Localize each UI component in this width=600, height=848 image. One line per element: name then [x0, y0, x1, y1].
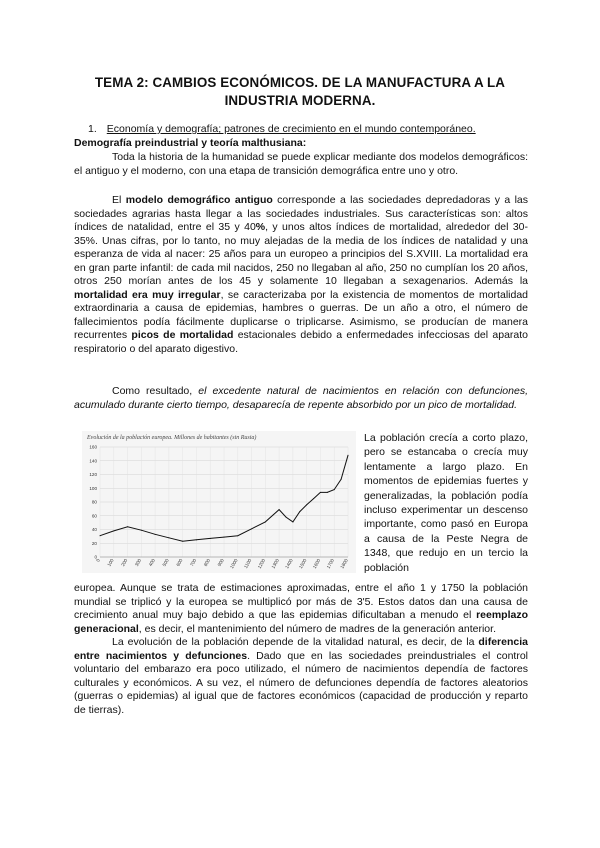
paragraph-5: La evolución de la población depende de la vitalidad natural, es decir, de la diferencia entre nacimientos y defunciones. Dado que en las sociedades preindustriales el control voluntario del embarazo era poco utilizado, el número de nacimientos dependía de factores culturales y económicos. A su vez, el número de defunciones dependía de factores aleatorios (guerras o epidemias) al igual que de factores económicos (capacidad de producción y reparto de tierras). [74, 636, 528, 716]
x-tick-label: 800 [202, 558, 212, 568]
data-point [265, 521, 266, 522]
x-tick-label: 1700 [325, 558, 336, 570]
document-title: TEMA 2: CAMBIOS ECONÓMICOS. DE LA MANUFACTURA A LA INDUSTRIA MODERNA. [94, 75, 506, 108]
x-tick-label: 0 [95, 558, 101, 563]
data-point [113, 530, 114, 531]
x-tick-label: 1500 [298, 558, 308, 570]
data-point [237, 535, 238, 536]
population-chart [82, 431, 356, 573]
data-point [155, 534, 156, 535]
x-tick-label: 600 [175, 558, 184, 568]
data-point [306, 504, 307, 505]
x-tick-label: 300 [134, 558, 143, 568]
x-tick-label: 1400 [284, 558, 294, 570]
y-tick-label: 0 [94, 554, 97, 560]
x-tick-label: 1200 [256, 558, 267, 570]
data-point [279, 509, 280, 510]
data-point [168, 537, 169, 538]
x-tick-label: 1100 [243, 558, 253, 570]
y-tick-label: 160 [89, 444, 97, 450]
data-point [251, 528, 252, 529]
data-point [286, 517, 287, 518]
data-point [182, 541, 183, 542]
data-point [320, 492, 321, 493]
x-tick-label: 100 [106, 558, 115, 568]
paragraph-2: El modelo demográfico antiguo corresponde a las sociedades depredadoras y a las sociedades agrarias hasta llegar a las sociedades industriales. Sus características son: altos índices de natalidad, entre el 35 y 40%, y unos altos índices de mortalidad, alrededor del 30-35%. Unas cifras, por lo tanto, no muy alejadas de la media de los índices de natalidad y una esperanza de vida al nacer: 25 años para un europeo a principios del S.XVIII. La mortalidad era en gran parte infantil: de cada mil nacidos, 250 no llegaban al año, 250 no cumplían los 20 años, otros 250 morían antes de los 45 y solamente 10 llegaban a sexagenarios. Además la mortalidad era muy irregular, se caracterizaba por la existencia de momentos de mortalidad extraordinaria a causa de epidemias, hambres o guerras. De un año a otro, el número de fallecimientos podía fácilmente duplicarse o triplicarse. Asimismo, se producían de manera recurrentes picos de mortalidad estacionales debido a enfermedades infecciosas del aparato respiratorio o del aparato digestivo. [74, 194, 529, 355]
chart-title: Evolución de la población europea. Millones de habitantes (sin Rusia) [87, 435, 257, 441]
paragraph-3: Como resultado, el excedente natural de nacimientos en relación con defunciones, acumulado durante cierto tiempo, desaparecía de repente absorbido por un pico de mortalidad. [74, 385, 528, 411]
y-tick-label: 80 [91, 499, 97, 505]
y-tick-label: 120 [89, 472, 97, 478]
section-heading [88, 123, 476, 135]
data-point [100, 535, 101, 536]
paragraph-4: europea. Aunque se trata de estimaciones aproximadas, entre el año 1 y 1750 la población mundial se triplicó y la europea se multiplicó por más de 3'5. Estos datos dan una causa de crecimiento anual muy bajo debido a que las epidemias dificultaban a menudo el reemplazo generacional, es decir, el mantenimiento del número de madres de la generación anterior. [74, 582, 528, 635]
x-tick-label: 1800 [339, 558, 349, 570]
x-tick-label: 1000 [229, 558, 239, 570]
paragraph-1: Toda la historia de la humanidad se puede explicar mediante dos modelos demográficos: el antiguo y el moderno, con una etapa de transición demográfica entre uno y otro. [74, 151, 528, 177]
data-point [327, 492, 328, 493]
x-tick-label: 500 [161, 558, 170, 568]
data-point [127, 526, 128, 527]
data-point [334, 489, 335, 490]
side-paragraph: La población crecía a corto plazo, pero se estancaba o crecía muy lentamente a largo plazo. En momentos de epidemias fuertes y generalizadas, la población podía incluso experimentar un descenso importante, como pasó en Europa a causa de la Peste Negra de 1348, que redujo en un tercio la población [364, 432, 528, 574]
y-tick-label: 60 [91, 513, 97, 519]
x-tick-label: 700 [189, 558, 198, 568]
subsection-heading: Demografía preindustrial y teoría malthusiana: [74, 137, 307, 149]
x-tick-label: 200 [120, 558, 129, 568]
data-point [141, 530, 142, 531]
data-point [341, 479, 342, 480]
data-point [299, 511, 300, 512]
data-point [224, 537, 225, 538]
y-tick-label: 40 [91, 527, 97, 533]
y-tick-label: 140 [89, 458, 97, 464]
x-tick-label: 400 [147, 558, 156, 568]
x-tick-label: 1600 [311, 558, 322, 570]
data-point [210, 538, 211, 539]
section-label: Economía y demografía; patrones de crecimiento en el mundo contemporáneo. [106, 123, 476, 135]
x-tick-label: 1300 [270, 558, 280, 570]
x-tick-label: 900 [216, 558, 225, 568]
y-tick-label: 100 [89, 485, 97, 491]
y-tick-label: 20 [91, 540, 97, 546]
section-number: 1. [88, 123, 97, 135]
data-point [348, 455, 349, 456]
data-point [292, 521, 293, 522]
data-point [196, 539, 197, 540]
data-point [313, 498, 314, 499]
